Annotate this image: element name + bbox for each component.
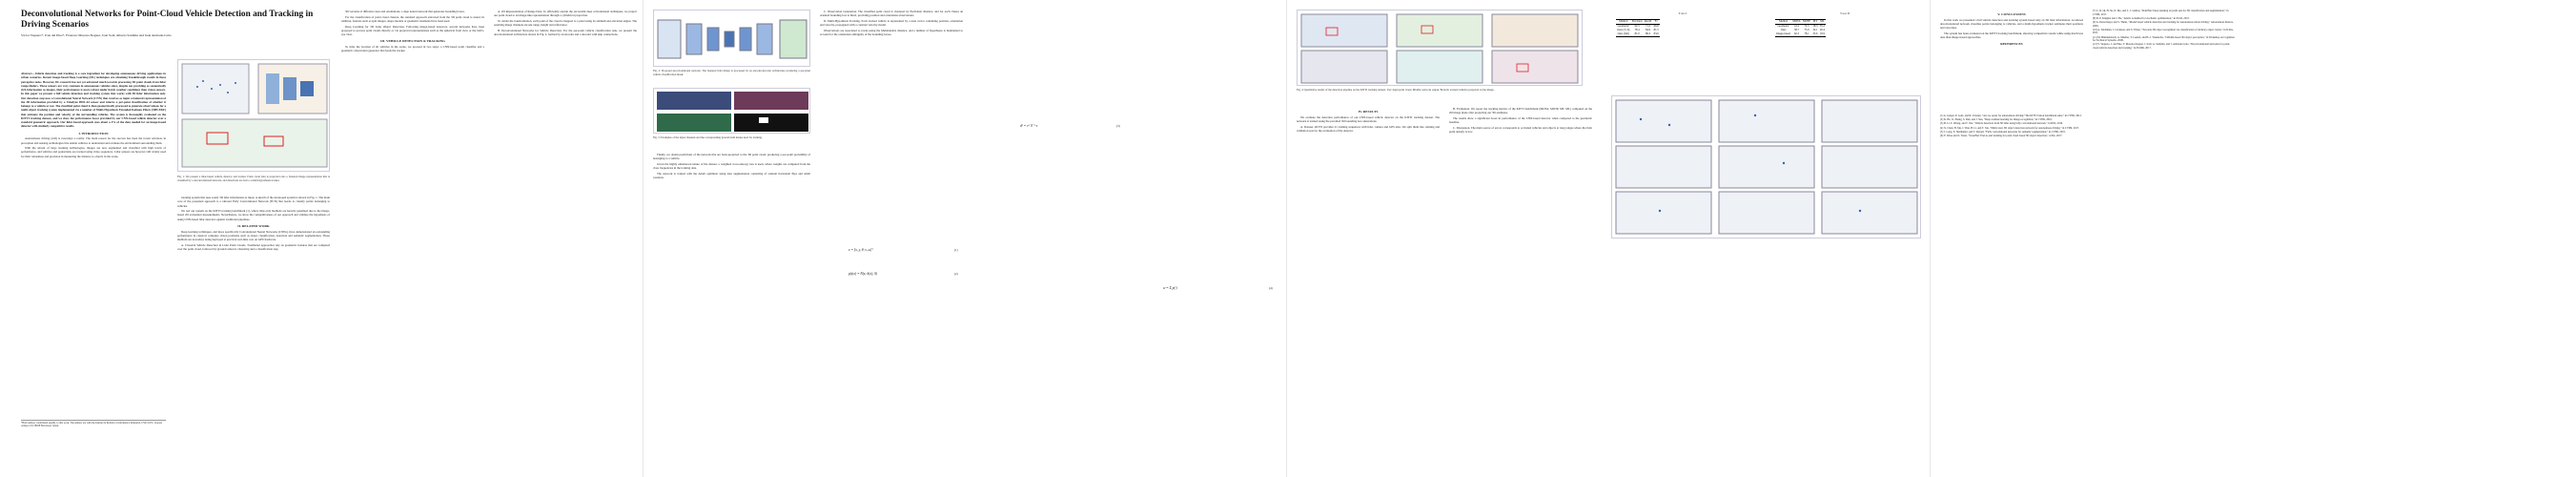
p2c2-p1: C. Observation Generation. The classified point cloud is clustered by Euclidean distance, and for each cluster an oriented bounding box is fitted, providing position and orientation observations. [820, 10, 963, 18]
page3-col1 [1297, 107, 1440, 135]
col3-p1: 3D versions of different cases and orientations, a deep neural network that generates bounding boxes. [345, 10, 465, 13]
table-cell: 32.1 [1812, 28, 1818, 32]
table-cell: 72.5 [1804, 24, 1809, 29]
col4-p1: A. 2D Representation of Range Data. To efficiently exploit the successful deep convolutional techniques, we project our point cloud to an image-like representation through a cylindrical projection. [494, 10, 637, 18]
table-2-header-cell: MT [1812, 19, 1818, 24]
table-row [1616, 32, 1660, 37]
table-cell: 86.3 [1644, 32, 1653, 37]
table-2 [1775, 19, 1826, 37]
intro-p1: Autonomous driving (AD) is nowadays a reality. The main reason for the success has been the recent advances in perception and sensing technologies that enable vehicles to understand and evaluate the environment surrounding them. [21, 136, 166, 145]
figure-4 [1297, 10, 1583, 86]
table-1-header-cell: Recall [1644, 19, 1652, 24]
reference-item: [8] D. P. Kingma and J. Ba, "Adam: A method for stochastic optimization," in ICLR, 2015. [2093, 16, 2190, 20]
p2c1-p1: Finally, we obtain predictions of the network that are back-projected to the 3D point cloud, producing a per-point probability of belonging to a vehicle. [653, 153, 810, 161]
paper-authors: Víctor Vaquero*, Ivan del Pino*, Francesc Moreno-Noguer, Joan Solà, Alberto Sanfeliu and Juan Andrade-Cetto [21, 33, 172, 37]
table-cell: 71.2 [1646, 24, 1651, 29]
table-2-caption: Table II [1840, 11, 1850, 15]
equation-4-number: (4) [1269, 286, 1273, 290]
related-heading: II. RELATED WORK [237, 223, 270, 228]
intro-p2: With the advent of large learning technologies, images are now segmented and classified with high levels of performance, and vehicles and pedestrians are tracked using video sequences. Lidar sensors are however still widely used for their robustness and precision in measuring the distance to objects in the scene. [21, 146, 166, 158]
figure-4-caption: Fig. 4: Qualitative results of the detection pipeline on the KITTI tracking dataset. Top: input point cloud. Middle: network output. Bottom: tracked vehicles projected on the image. [1297, 88, 1495, 92]
table-cell: 18.9 [1819, 31, 1825, 36]
table-cell: Image-based [1776, 31, 1790, 36]
footnote: *Both authors contributed equally to this work. The authors are with the Institut de Robòtica i Informàtica Industrial, CSIC-UPC, Llorens Artigas 4-6, 08028 Barcelona, Spain. [21, 420, 166, 428]
references-list-2 [2093, 10, 2236, 51]
conclusion-p2: The system has been evaluated on the KITTI tracking benchmark, showing competitive results while using much less data than image-based approaches. [1940, 31, 2083, 40]
reference-item: [6] Y. Zhou and O. Tuzel, "VoxelNet: End-to-end learning for point cloud based 3D object detection," arXiv, 2017. [1940, 134, 2063, 137]
figure-qualitative-graphic [1612, 96, 1921, 238]
figure-2-graphic [654, 10, 810, 67]
col4-p3: B. Deconvolutional Networks for Vehicle Detection. For the per-point vehicle classification task, we present the deconvolutional architecture shown in Fig. 2, formed by an encoder and a decoder with skip connections. [494, 28, 637, 37]
p2c1-p3: The network is trained with the Adam optimizer using data augmentation consisting of random horizontal flips and small rotations. [653, 171, 810, 180]
page-1 [0, 0, 644, 477]
p3c1-p1: We evaluate the detection performance of our CNN-based vehicle detector on the KITTI tracking dataset. The network is trained using the provided 3D bounding box annotations. [1297, 114, 1440, 124]
page4-col1 [1940, 10, 2083, 48]
equation-3-number: (3) [1116, 124, 1120, 128]
detection-heading: III. VEHICLE DETECTION & TRACKING [380, 39, 445, 44]
p2c1-p2: Given the highly unbalanced nature of the dataset, a weighted cross-entropy loss is used, where weights are computed from the class frequencies in the training data. [653, 161, 810, 171]
equation-3: d² = νᵀ S⁻¹ ν [1020, 124, 1038, 128]
figure-3-caption: Fig. 3: Examples of the input channels and the corresponding ground truth masks used for training. [653, 135, 763, 139]
table-2-header-cell: MOTP [1803, 19, 1811, 24]
page1-col2 [177, 196, 330, 253]
page-2 [644, 0, 1287, 477]
table-cell: Ours [1780, 28, 1787, 32]
page1-col4 [494, 10, 637, 38]
col2-p1: tracking system that uses solely 3D lidar information as input. A sketch of the developed system is shown in Fig. 1. The main core of the presented approach is a tailored Fully Convolutional Network (FCN) that learns to classify points belonging to vehicles. [177, 196, 330, 208]
table-cell: 62.5 [1634, 24, 1640, 29]
figure-1-graphic [178, 60, 330, 172]
reference-item: [11] M. Himmelsbach, A. Mueller, T. Luettel, and H.-J. Wuensche, "LIDAR-based 3D object perception," in Workshop on Cognition for Technical Systems, 2008. [2093, 35, 2235, 43]
references-list [1940, 114, 2083, 138]
col2-p2: We test our system on the KITTI tracking benchmark [1], where lidar-only methods are heavily penalized due to the image-based 2D evaluation measurements. Nevertheless, we show the competitiveness of our approach and validate the hypothesis of using CNN-based lidar detectors against traditional pipelines. [177, 209, 330, 221]
p3c1-p2: A. Dataset. KITTI provides 21 training sequences with lidar, camera and GPS data. We split them into training and validation sets for the evaluation of the detector. [1297, 124, 1440, 133]
table-cell: 18.3 [1812, 24, 1818, 29]
table-cell: Geometric [1617, 24, 1629, 29]
table-cell: 20.4 [1819, 28, 1825, 32]
equation-2-number: (2) [954, 272, 958, 276]
table-1-header-cell: F1 [1652, 20, 1659, 25]
table-cell: Geometric [1777, 24, 1789, 29]
figure-2-caption: Fig. 2: Proposed deconvolutional network. The featured lidar image is processed by an encoder-decoder architecture producing a per-pixel vehicle classification mask. [653, 69, 810, 76]
figure-4-graphic [1298, 10, 1583, 86]
table-1-caption: Table I [1678, 11, 1687, 15]
p2c2-p3: Observations are associated to tracks using the Mahalanobis distance, and a number of hypotheses is maintained to account for the orientation ambiguity of the bounding boxes. [820, 28, 963, 37]
table-2-header-cell: Method [1775, 20, 1791, 25]
figure-qualitative [1611, 95, 1921, 238]
p2c2-p2: D. Multi-Hypothesis Tracking. Each tracked vehicle is represented by a state vector containing position, orientation and velocity, propagated with a constant velocity model. [820, 18, 963, 28]
figure-3 [653, 88, 810, 134]
table-cell: 78.1 [1802, 32, 1811, 37]
conclusion-p1: In this work we presented a full vehicle detection and tracking system based only on 3D lidar information. A tailored deconvolutional network classifies points belonging to vehicles, and a multi-hypothesis tracker estimates their positions and velocities. [1940, 17, 2083, 31]
table-cell: 35.2 [1819, 24, 1825, 29]
detection-p1: To infer the location of all vehicles in the scene, we proceed in two steps: a CNN-based point classifier and a geometric observation generator that feeds the tracker. [341, 45, 484, 53]
page2-col1 [653, 153, 810, 181]
equation-1: x = [x, y, θ, v, ω]ᵀ [848, 248, 873, 252]
table-row [1775, 32, 1826, 37]
page2-col2 [820, 10, 963, 38]
figure-1 [177, 59, 330, 172]
table-1-header-cell: Method [1616, 20, 1631, 25]
col4-p2: To obtain the transformation, each point of the cloud is mapped to a pixel using its azimuth and elevation angles. The resulting image channels encode range, height and reflectance. [494, 18, 637, 28]
reference-item: [12] V. Vaquero, I. del Pino, F. Moreno-Noguer, J. Solà, A. Sanfeliu, and J. Andrade-Cetto, "Deconvolutional networks for point-cloud vehicle detection and tracking," in ECMR, 2017. [2093, 43, 2231, 50]
equation-2: p(z|x) = N(z; h(x), S) [848, 272, 878, 276]
page3-col2 [1449, 107, 1592, 135]
table-cell: 41.2 [1793, 24, 1800, 29]
reference-item: [4] X. Chen, H. Ma, J. Wan, B. Li, and T. Xia, "Multi-view 3D object detection network for autonomous driving," in CVPR, 2017. [1940, 126, 2080, 130]
table-cell: 58.7 [1793, 28, 1800, 32]
table-cell: 62.3 [1791, 32, 1802, 37]
conclusion-heading: V. CONCLUSIONS [1997, 12, 2026, 16]
table-cell: Ours (full) [1617, 31, 1629, 36]
figure-2 [653, 10, 810, 67]
references-heading: REFERENCES [2000, 42, 2023, 47]
page-4 [1931, 0, 2576, 477]
related-p2: A. Classical Vehicle Detection in Lidar Point Clouds. Traditional approaches rely on geometric features that are computed over the point cloud, followed by ground removal, clustering and a classification step. [177, 242, 330, 252]
p3c2-p3: C. Discussion. The main source of errors corresponds to occluded vehicles and objects at long ranges where the lidar point density is low. [1449, 125, 1592, 135]
p3c2-p1: B. Evaluation. We report the tracking metrics of the KITTI benchmark (MOTA, MOTP, MT, ML) computed on the 2D image plane after projecting our 3D estimates. [1449, 107, 1592, 115]
col3-p3: Deep Learning for 3D Lidar Object Detection. Following image-based detectors, several networks have been proposed to process point clouds directly or via projected representations such as the spherical front view or the bird's-eye view. [341, 24, 484, 37]
col3-p2: For the classification of point cloud clusters, the standard approach extracted from the 3D point cloud is stated. In addition, features such as spin images, shape models or geometric moments have been used. [341, 14, 484, 23]
reference-item: [9] A. Petrovskaya and S. Thrun, "Model based vehicle detection and tracking for autonomous urban driving," Autonomous Robots, 2009. [2093, 20, 2234, 28]
reference-item: [5] J. Long, E. Shelhamer, and T. Darrell, "Fully convolutional networks for semantic segmentation," in CVPR, 2015. [1940, 130, 2066, 134]
reference-item: [7] C. R. Qi, H. Su, K. Mo, and L. J. Guibas, "PointNet: Deep learning on point sets for 3D classification and segmentation," in CVPR, 2017. [2093, 10, 2229, 16]
intro-heading: I. INTRODUCTION [78, 131, 109, 135]
reference-item: [10] A. Teichman, J. Levinson, and S. Thrun, "Towards 3D object recognition via classification of arbitrary object tracks," in ICRA, 2011. [2093, 28, 2234, 35]
table-2-header-cell: ML [1820, 19, 1825, 24]
table-cell: 81.0 [1631, 32, 1644, 37]
table-cell: 66.6 [1653, 24, 1659, 29]
table-cell: 75.9 [1804, 28, 1809, 32]
figure-1-caption: Fig. 1: We present a lidar-based vehicle detector and tracker. Point cloud data is projected onto a featured image representation that is classified by a deconvolutional network, and detections are fed to a multi-hypothesis tracker. [177, 175, 330, 182]
p3c2-p2: The results show a significant boost in performance of the CNN-based detector when compared to the geometric baseline. [1449, 115, 1592, 125]
table-cell: 81.5 [1653, 28, 1659, 32]
reference-item: [2] K. He, X. Zhang, S. Ren, and J. Sun, "Deep residual learning for image recognition," in CVPR, 2016. [1940, 118, 2053, 122]
page-3 [1287, 0, 1931, 477]
table-cell: 83.6 [1653, 31, 1659, 36]
reference-item: [3] B. Li, T. Zhang, and T. Xia, "Vehicle detection from 3D lidar using fully convolutional network," in RSS, 2016. [1940, 122, 2063, 126]
table-cell: 78.4 [1634, 28, 1640, 32]
paper-title: Deconvolutional Networks for Point-Cloud Vehicle Detection and Tracking in Driving Scenarios [21, 10, 314, 30]
page1-col3 [341, 10, 484, 54]
table-1-header-cell: Precision [1631, 19, 1643, 24]
results-heading: IV. RESULTS [1358, 110, 1379, 114]
figure-3-graphic [654, 89, 810, 134]
abstract [21, 72, 166, 159]
table-cell: 84.9 [1646, 28, 1651, 32]
reference-item: [1] A. Geiger, P. Lenz, and R. Urtasun, "Are we ready for autonomous driving? The KITTI vision benchmark suite," in CVPR, 2012. [1940, 114, 2082, 117]
table-cell: 35.6 [1812, 31, 1818, 36]
related-p1: Deep learning techniques, and more specifically Convolutional Neural Networks (CNNs), have demonstrated an outstanding performance in classical computer vision problems such as object classification, detection and semantic segmentation. Those methods are nowadays being deployed at practical real-time cost on GPU hardware. [177, 229, 330, 242]
equation-1-number: (1) [954, 248, 958, 252]
abstract-text: Abstract—Vehicle detection and tracking is a core ingredient for developing autonomous driving applications in urban scenarios. Recent image-based Deep Learning (DL) techniques are obtaining breakthrough results in these perceptive tasks. However, DL research has not yet advanced much towards processing 3D point clouds from lidar range-finders. These sensors are very common in autonomous vehicles since, despite not providing as semantically rich information as images, their performance is more robust under harsh weather conditions than vision sensors. In this paper we present a full vehicle detection and tracking system that works with 3D lidar information only. Our detection step uses a Convolutional Neural Network (CNN) that receives as input a featured representation of the 3D information provided by a Velodyne HDL-64 sensor and returns a per-point classification of whether it belongs to a vehicle or not. The classified point cloud is then geometrically processed to generate observations for a multi-object tracking system implemented via a number of Multi-Hypothesis Extended Kalman Filters (MH-EKF) that estimate the position and velocity of the surrounding vehicles. The system is thoroughly evaluated on the KITTI tracking dataset, and we show the performance boost provided by our CNN-based vehicle detector over a standard geometric approach. Our lidar-based approach uses about a 4% of the data needed for an image-based detector with similarly competitive results. [21, 72, 166, 129]
table-cell: Ours (3 ch) [1617, 28, 1630, 32]
table-2-header-cell: MOTA [1792, 19, 1801, 24]
equation-4: w = Σ p(·) [1163, 286, 1177, 290]
table-1 [1616, 19, 1660, 37]
